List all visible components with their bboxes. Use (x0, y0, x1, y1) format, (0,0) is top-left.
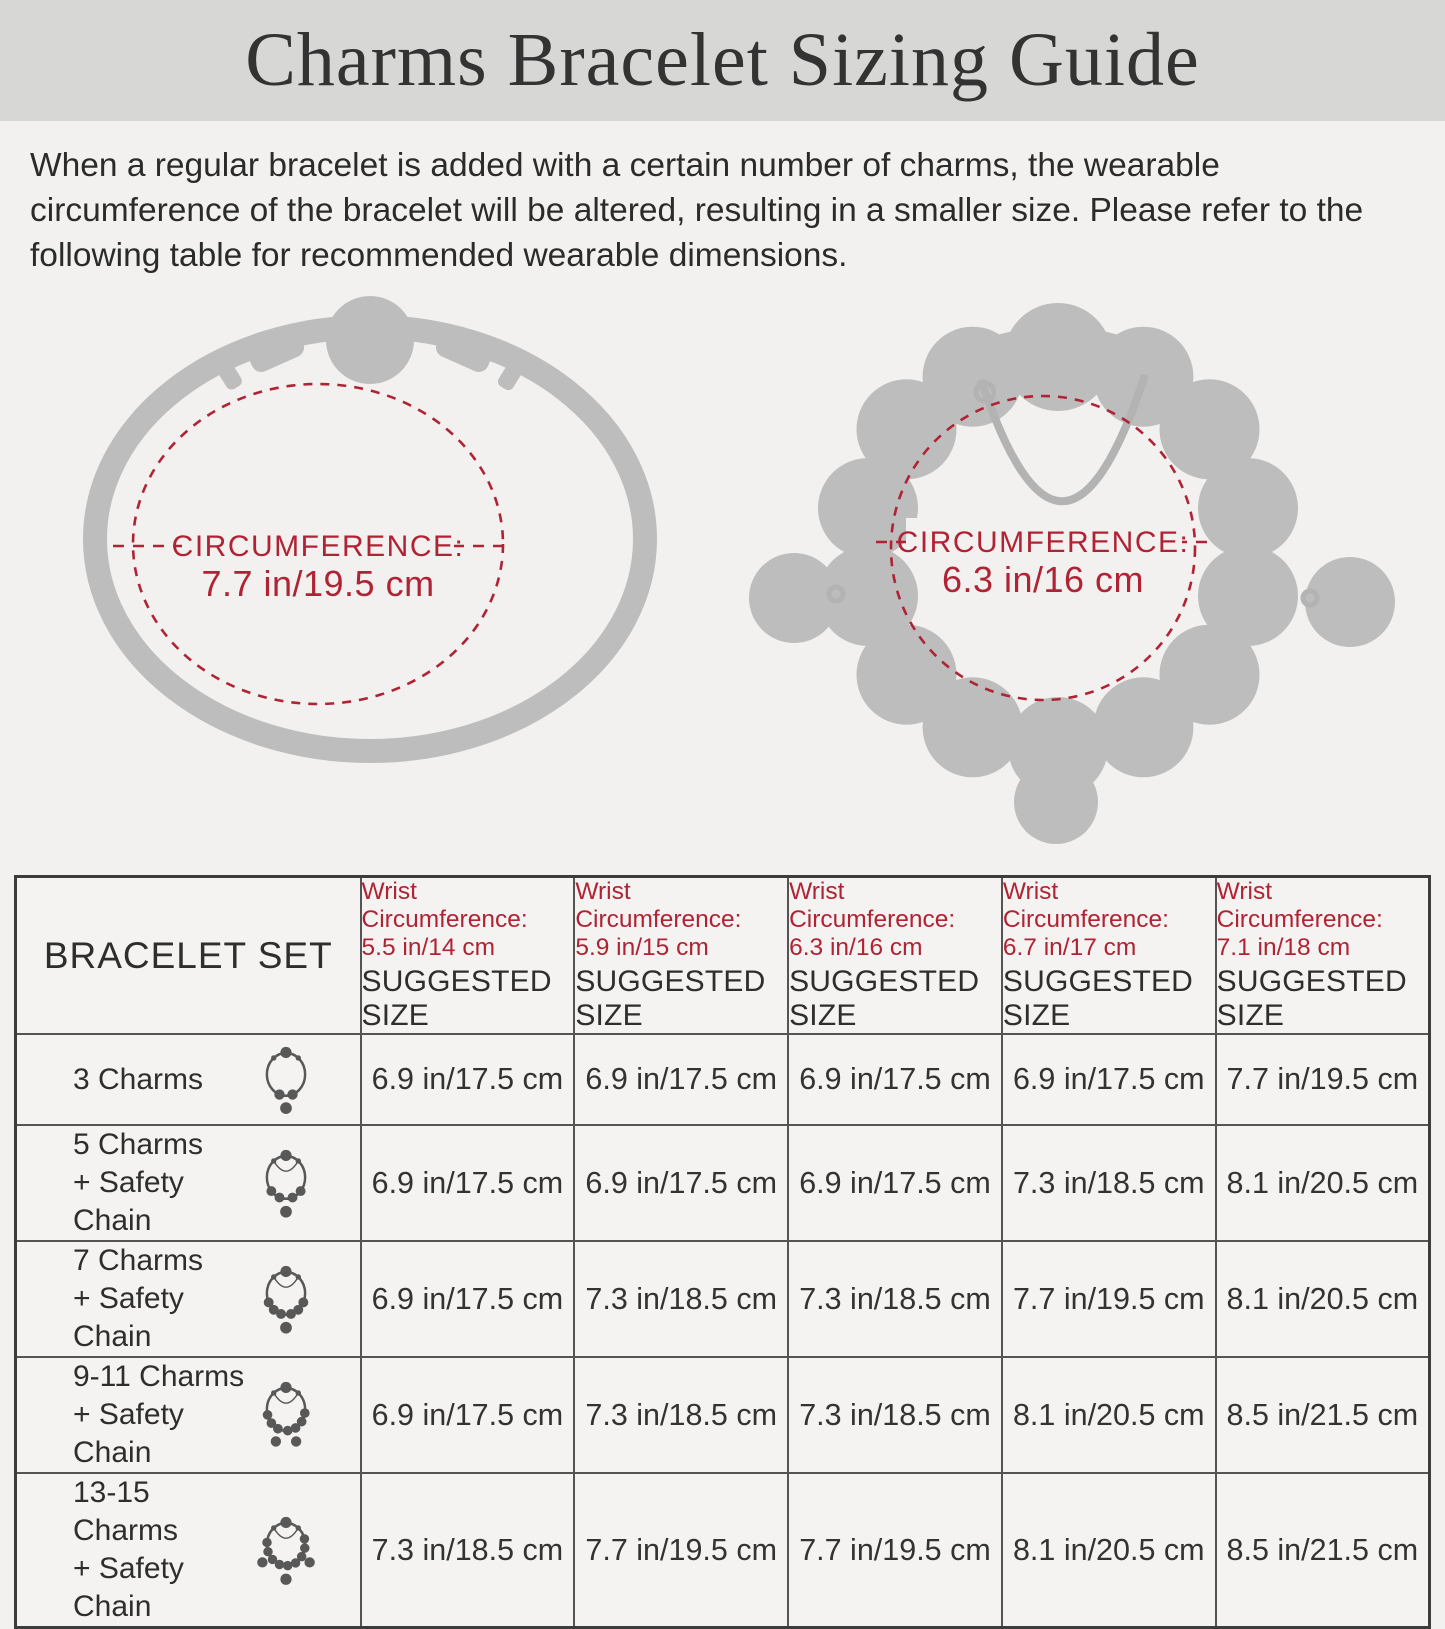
header-row (16, 877, 1430, 1035)
intro-paragraph: When a regular bracelet is added with a certain number of charms, the wearable circumference of the bracelet will be altered, resulting in a smaller size. Please refer to the following table for recommended wearable dimensions. (30, 147, 1364, 274)
size-value: 6.9 in/17.5 cm (361, 1357, 575, 1473)
set-label: 9-11 Charms + Safety Chain (73, 1360, 245, 1469)
size-value: 6.9 in/17.5 cm (788, 1125, 1002, 1241)
suggested-size-label: SUGGESTED SIZE (1002, 965, 1194, 1032)
size-value: 7.3 in/18.5 cm (1002, 1125, 1216, 1241)
size-value: 7.7 in/19.5 cm (1002, 1241, 1216, 1357)
set-label: 5 Charms + Safety Chain (73, 1128, 204, 1237)
size-value: 8.5 in/21.5 cm (1216, 1357, 1430, 1473)
bracelet-3-charms-icon (250, 1040, 322, 1120)
plain-circumference-value: 7.7 in/19.5 cm (201, 563, 435, 604)
size-value: 8.1 in/20.5 cm (1002, 1473, 1216, 1628)
wrist-circumference-label: Wrist Circumference: 5.9 in/15 cm (575, 878, 742, 961)
bracelet-13-15-charms-safety-chain-icon (250, 1510, 322, 1590)
column-header-wrist-18cm (1216, 877, 1430, 1035)
size-value: 7.3 in/18.5 cm (574, 1357, 788, 1473)
plain-bracelet-silhouette-icon (70, 294, 670, 794)
set-label: 3 Charms (73, 1062, 204, 1096)
size-value: 6.9 in/17.5 cm (361, 1241, 575, 1357)
set-label: 13-15 Charms + Safety Chain (73, 1476, 184, 1623)
suggested-size-label: SUGGESTED SIZE (789, 965, 980, 1032)
size-value: 8.1 in/20.5 cm (1002, 1357, 1216, 1473)
bracelet-set-cell (16, 1473, 361, 1628)
page-title: Charms Bracelet Sizing Guide (245, 18, 1200, 102)
plain-circumference-label: CIRCUMFERENCE: (171, 530, 465, 563)
wrist-circumference-label: Wrist Circumference: 5.5 in/14 cm (361, 878, 528, 961)
table-row (16, 1125, 1430, 1241)
suggested-size-label: SUGGESTED SIZE (1216, 965, 1407, 1032)
plain-bracelet-figure (70, 294, 670, 799)
table-row (16, 1473, 1430, 1628)
table-row (16, 1034, 1430, 1125)
bracelet-set-cell (16, 1125, 361, 1241)
bracelet-set-cell (16, 1357, 361, 1473)
column-header-wrist-16cm (788, 877, 1002, 1035)
size-value: 8.1 in/20.5 cm (1216, 1125, 1430, 1241)
size-value: 8.1 in/20.5 cm (1216, 1241, 1430, 1357)
size-value: 7.3 in/18.5 cm (574, 1241, 788, 1357)
size-value: 7.3 in/18.5 cm (788, 1241, 1002, 1357)
column-header-wrist-15cm (574, 877, 788, 1035)
size-value: 7.7 in/19.5 cm (788, 1473, 1002, 1628)
wrist-circumference-label: Wrist Circumference: 7.1 in/18 cm (1216, 878, 1383, 961)
size-value: 6.9 in/17.5 cm (1002, 1034, 1216, 1125)
size-value: 6.9 in/17.5 cm (574, 1034, 788, 1125)
title-banner (0, 0, 1445, 121)
bracelet-set-cell (16, 1034, 361, 1125)
column-header-wrist-17cm (1002, 877, 1216, 1035)
suggested-size-label: SUGGESTED SIZE (575, 965, 766, 1032)
sizing-table (14, 875, 1431, 1629)
size-value: 6.9 in/17.5 cm (361, 1125, 575, 1241)
bracelet-7-charms-safety-chain-icon (250, 1259, 322, 1339)
suggested-size-label: SUGGESTED SIZE (361, 965, 552, 1032)
size-value: 7.7 in/19.5 cm (1216, 1034, 1430, 1125)
set-label: 7 Charms + Safety Chain (73, 1244, 204, 1353)
charm-circumference-label: CIRCUMFERENCE: (896, 526, 1190, 559)
size-value: 7.3 in/18.5 cm (361, 1473, 575, 1628)
size-value: 6.9 in/17.5 cm (788, 1034, 1002, 1125)
bracelet-5-charms-safety-chain-icon (250, 1143, 322, 1223)
size-value: 6.9 in/17.5 cm (574, 1125, 788, 1241)
charm-circumference-value: 6.3 in/16 cm (941, 559, 1145, 600)
wrist-circumference-label: Wrist Circumference: 6.3 in/16 cm (789, 878, 956, 961)
column-header-wrist-14cm (361, 877, 575, 1035)
bracelet-set-cell (16, 1241, 361, 1357)
table-row (16, 1241, 1430, 1357)
wrist-circumference-label: Wrist Circumference: 6.7 in/17 cm (1002, 878, 1169, 961)
size-value: 6.9 in/17.5 cm (361, 1034, 575, 1125)
charm-bracelet-silhouette-icon (738, 280, 1418, 865)
size-value: 7.7 in/19.5 cm (574, 1473, 788, 1628)
size-value: 7.3 in/18.5 cm (788, 1357, 1002, 1473)
bracelet-9-11-charms-safety-chain-icon (250, 1375, 322, 1455)
charm-bracelet-figure (738, 280, 1418, 870)
bracelet-set-header: BRACELET SET (16, 877, 361, 1035)
size-value: 8.5 in/21.5 cm (1216, 1473, 1430, 1628)
table-row (16, 1357, 1430, 1473)
bracelet-diagrams (0, 278, 1445, 870)
